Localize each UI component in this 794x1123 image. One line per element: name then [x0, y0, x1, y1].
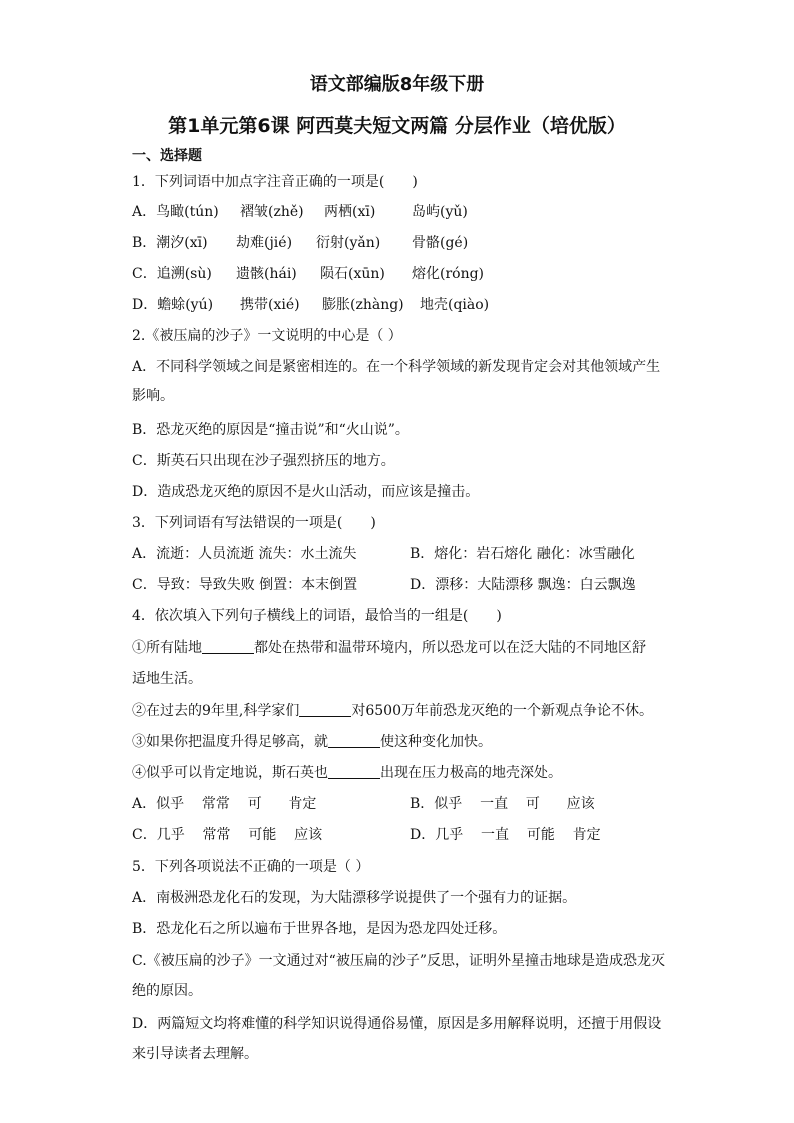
sentence-text: 出现在压力极高的地壳深处。 — [380, 765, 562, 781]
option-word: 地壳(qiào) — [420, 297, 490, 313]
question-4-sentence-1-cont: 适地生活。 — [132, 671, 202, 687]
section-heading: 一、选择题 — [132, 148, 202, 164]
question-3-option-a: A．流逝：人员流逝 流失：水土流失 — [132, 546, 357, 562]
document-title: 语文部编版8年级下册 — [309, 74, 485, 95]
question-1-option-d — [132, 295, 489, 315]
question-4-row-2 — [132, 825, 601, 845]
question-5-option-a: A．南极洲恐龙化石的发现，为大陆漂移学说提供了一个强有力的证据。 — [132, 890, 577, 906]
sentence-text: ③如果你把温度升得足够高，就 — [132, 734, 328, 750]
question-5-stem: 5．下列各项说法不正确的一项是（ ） — [132, 859, 370, 875]
question-4-sentence-4 — [132, 763, 562, 783]
sentence-text: ①所有陆地 — [132, 640, 202, 656]
option-word: 熔化(róng) — [412, 266, 485, 282]
question-1-option-b — [132, 233, 468, 253]
option-word: B．潮汐(xī) — [132, 235, 208, 251]
question-2-option-c: C．斯英石只出现在沙子强烈挤压的地方。 — [132, 453, 395, 469]
question-5-option-c: C.《被压扁的沙子》一文通过对“被压扁的沙子”反思，证明外星撞击地球是造成恐龙灭 — [132, 953, 665, 969]
option-word: D．蟾蜍(yú) — [132, 297, 214, 313]
fill-blank — [299, 702, 351, 717]
option-word: 劫难(jié) — [236, 235, 293, 251]
question-3-row-2 — [132, 575, 636, 595]
option-word: 骨骼(gé) — [412, 235, 469, 251]
question-4-stem: 4．依次填入下列句子横线上的词语，最恰当的一组是( ) — [132, 608, 502, 624]
fill-blank — [328, 764, 380, 779]
option-word: A．鸟瞰(tún) — [132, 204, 219, 220]
question-1-option-a — [132, 202, 468, 222]
question-4-option-d: D．几乎 一直 可能 肯定 — [410, 827, 601, 843]
question-3-option-c: C．导致：导致失败 倒置：本末倒置 — [132, 577, 358, 593]
document-subtitle: 第1单元第6课 阿西莫夫短文两篇 分层作业（培优版） — [168, 115, 626, 137]
question-1-stem: 1．下列词语中加点字注音正确的一项是( ) — [132, 174, 418, 190]
question-5-option-d: D．两篇短文均将难懂的科学知识说得通俗易懂，原因是多用解释说明，还擅于用假设 — [132, 1016, 662, 1032]
question-4-sentence-3 — [132, 732, 492, 752]
question-2-option-a-cont: 影响。 — [132, 388, 174, 404]
question-2-option-b: B．恐龙灭绝的原因是“撞击说”和“火山说”。 — [132, 422, 409, 438]
option-word: 携带(xié) — [240, 297, 300, 313]
question-4-option-b: B．似乎 一直 可 应该 — [410, 796, 595, 812]
question-1-option-c — [132, 264, 484, 284]
question-4-sentence-2 — [132, 701, 653, 721]
question-4-row-1 — [132, 794, 595, 814]
option-word: 膨胀(zhàng) — [322, 297, 404, 313]
question-2-option-d: D．造成恐龙灭绝的原因不是火山活动，而应该是撞击。 — [132, 484, 480, 500]
fill-blank — [202, 639, 254, 654]
sentence-text: 都处在热带和温带环境内，所以恐龙可以在泛大陆的不同地区舒 — [254, 640, 646, 656]
question-3-row-1 — [132, 544, 635, 564]
question-5-option-b: B．恐龙化石之所以遍布于世界各地，是因为恐龙四处迁移。 — [132, 921, 507, 937]
sentence-text: 使这种变化加快。 — [380, 734, 492, 750]
question-4-option-c: C．几乎 常常 可能 应该 — [132, 827, 323, 843]
sentence-text: ④似乎可以肯定地说，斯石英也 — [132, 765, 328, 781]
sentence-text: 对6500万年前恐龙灭绝的一个新观点争论不休。 — [351, 703, 653, 719]
question-3-stem: 3．下列词语有写法错误的一项是( ) — [132, 515, 376, 531]
option-word: 岛屿(yǔ) — [412, 204, 468, 220]
option-word: 衍射(yǎn) — [316, 235, 381, 251]
question-2-stem: 2.《被压扁的沙子》一文说明的中心是（ ） — [132, 328, 402, 344]
option-word: C．追溯(sù) — [132, 266, 212, 282]
fill-blank — [328, 733, 380, 748]
option-word: 两栖(xī) — [324, 204, 376, 220]
sentence-text: ②在过去的9年里,科学家们 — [132, 703, 300, 719]
question-5-option-c-cont: 绝的原因。 — [132, 983, 202, 999]
question-4-sentence-1 — [132, 638, 646, 658]
option-word: 褶皱(zhě) — [240, 204, 304, 220]
question-3-option-b: B．熔化：岩石熔化 融化：冰雪融化 — [410, 546, 635, 562]
question-2-option-a: A．不同科学领域之间是紧密相连的。在一个科学领域的新发现肯定会对其他领域产生 — [132, 359, 661, 375]
option-word: 遗骸(hái) — [236, 266, 297, 282]
question-5-option-d-cont: 来引导读者去理解。 — [132, 1046, 258, 1062]
option-word: 陨石(xūn) — [320, 266, 385, 282]
question-3-option-d: D．漂移：大陆漂移 飘逸：白云飘逸 — [410, 577, 636, 593]
question-4-option-a: A．似乎 常常 可 肯定 — [132, 796, 317, 812]
